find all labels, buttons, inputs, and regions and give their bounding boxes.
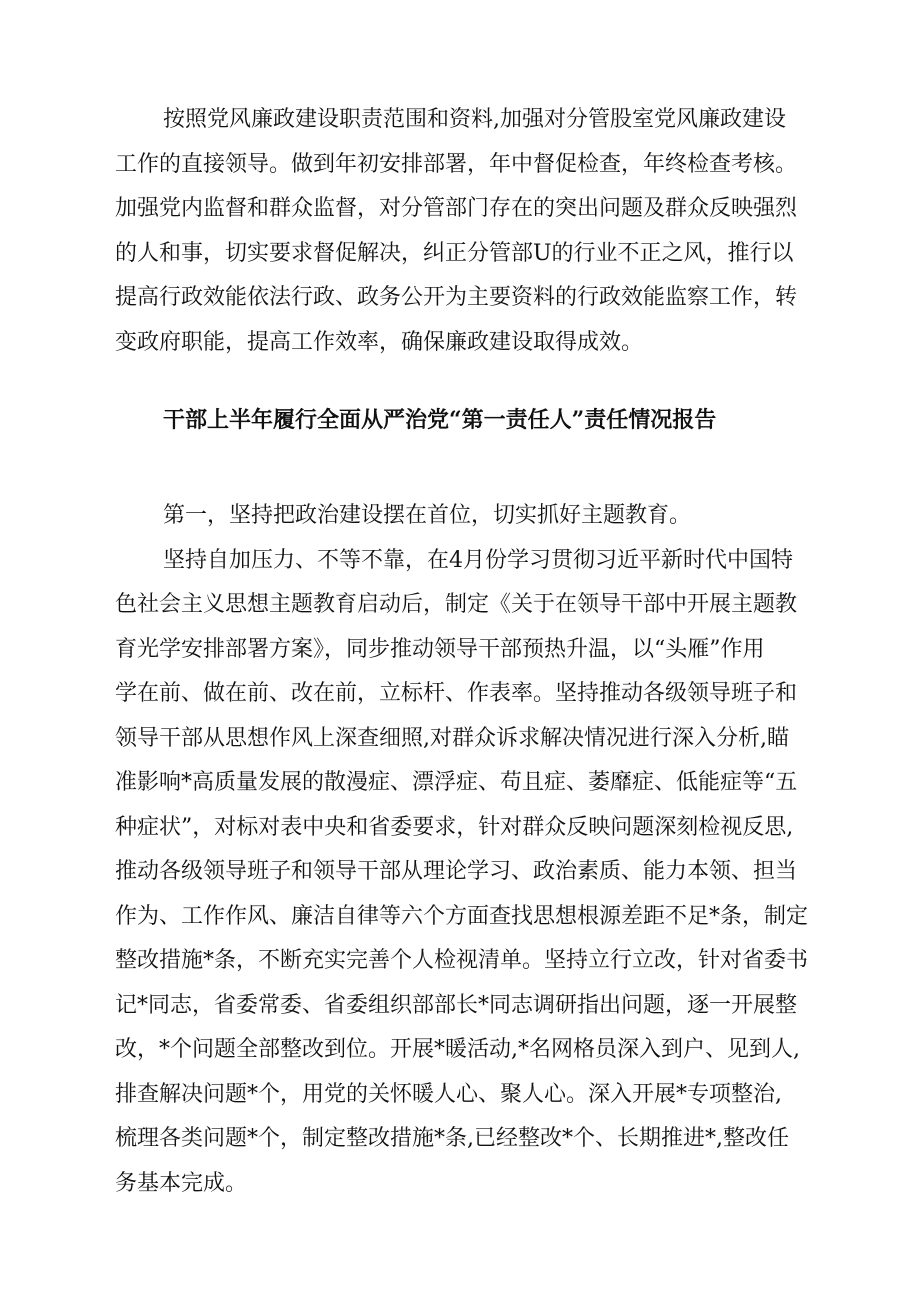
body-line: 作为、工作作风、廉洁自律等六个方面查找思想根源差距不足*条，制定 xyxy=(115,903,809,929)
body-line: 排查解决问题*个，用党的关怀暖人心、聚人心。深入开展*专项整治, xyxy=(115,1081,782,1107)
body-line: 坚持自加压力、不等不靠，在4月份学习贯彻习近平新时代中国特 xyxy=(163,547,793,573)
intro-paragraph xyxy=(115,98,827,365)
intro-line: 工作的直接领导。做到年初安排部署，年中督促检查，年终检查考核。 xyxy=(115,151,798,177)
body-line: 种症状”，对标对表中央和省委要求，针对群众反映问题深刻检视反思, xyxy=(115,814,794,840)
body-line: 梳理各类问题*个，制定整改措施*条,已经整改*个、长期推进*,整改任 xyxy=(115,1126,789,1151)
body-section xyxy=(115,494,827,1206)
body-line: 改，*个问题全部整改到位。开展*暖活动,*名网格员深入到户、见到人, xyxy=(115,1037,800,1062)
intro-line: 加强党内监督和群众监督，对分管部门存在的突出问题及群众反映强烈 xyxy=(115,196,798,221)
body-line: 推动各级领导班子和领导干部从理论学习、政治素质、能力本领、担当 xyxy=(115,859,798,884)
intro-line: 提高行政效能依法行政、政务公开为主要资料的行政效能监察工作，转 xyxy=(115,285,798,310)
body-line: 领导干部从思想作风上深查细照,对群众诉求解决情况进行深入分析,瞄 xyxy=(115,725,789,751)
section-heading: 第一，坚持把政治建设摆在首位，切实抓好主题教育。 xyxy=(163,503,692,528)
body-line: 色社会主义思想主题教育启动后，制定《关于在领导干部中开展主题教 xyxy=(115,592,798,617)
body-line: 记*同志，省委常委、省委组织部部长*同志调研指出问题，逐一开展整 xyxy=(115,992,798,1018)
intro-line: 的人和事，切实要求督促解决，纠正分管部U的行业不正之风，推行以 xyxy=(115,240,794,266)
intro-line: 按照党风廉政建设职责范围和资料,加强对分管股室党风廉政建设 xyxy=(163,107,786,132)
body-line: 整改措施*条，不断充实完善个人检视清单。坚持立行立改，针对省委书 xyxy=(115,948,809,973)
body-line: 务基本完成。 xyxy=(115,1170,248,1196)
report-title: 干部上半年履行全面从严治党“第一责任人”责任情况报告 xyxy=(163,407,717,433)
report-title-block xyxy=(115,398,827,442)
body-line: 育光学安排部署方案》，同步推动领导干部预热升温，以“头雁”作用 xyxy=(115,636,765,662)
body-line: 学在前、做在前、改在前，立标杆、作表率。坚持推动各级领导班子和 xyxy=(115,681,798,706)
body-line: 准影响*高质量发展的散漫症、漂浮症、苟且症、萎靡症、低能症等“五 xyxy=(115,770,798,795)
intro-line: 变政府职能，提高工作效率，确保廉政建设取得成效。 xyxy=(115,329,644,355)
